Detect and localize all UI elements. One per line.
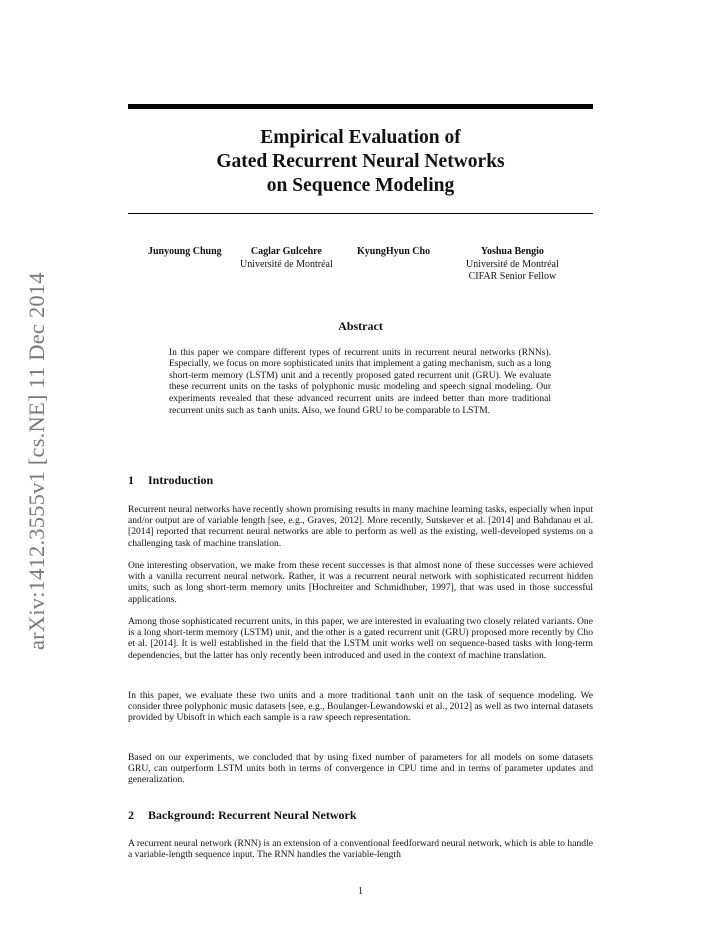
title-line: on Sequence Modeling (266, 175, 455, 196)
author (357, 246, 430, 259)
abstract-part: In this paper we compare different types of recurrent units in recurrent neural networks (RNNs). Especially, we focus on more sophisticated units that implement a gating mechanism, such as a long short-term memory (LSTM) unit and a recently proposed gated recurrent unit (GRU). We evaluate these recurrent units on the tasks of polyphonic music modeling and speech signal modeling. Our experiments revealed that these advanced recurrent units are indeed better than more traditional recurrent units such as (169, 348, 551, 417)
title-rule-bottom (128, 213, 593, 214)
paragraph: Recurrent neural networks have recently shown promising results in many machine learning tasks, especially when input and/or output are of variable length [see, e.g., Graves, 2012]. More recently, Sutskever et al. [2014] and Bahdanau et al. [2014] reported that recurrent neural networks are able to perform as well as the existing, well-developed systems on a challenging task of machine translation. (128, 504, 593, 549)
author-name: KyungHyun Cho (357, 246, 431, 257)
title-line: Gated Recurrent Neural Networks (216, 151, 505, 172)
author-affiliation: CIFAR Senior Fellow (468, 271, 557, 282)
author-name: Caglar Gulcehre (250, 246, 322, 257)
paragraph: Among those sophisticated recurrent units, in this paper, we are interested in evaluating two closely related variants. One is a long short-term memory (LSTM) unit, and the other is a gated recurrent unit (GRU) proposed more recently by Cho et al. [2014]. It is well established in the field that the LSTM unit works well on sequence-based tasks with long-term dependencies, but the latter has only recently been introduced and used in the context of machine translation. (128, 616, 593, 661)
paper-title (128, 126, 593, 198)
author (466, 246, 559, 284)
section-heading (128, 473, 213, 488)
title-rule-top (128, 104, 593, 109)
section-number: 2 (128, 808, 134, 822)
author (240, 246, 333, 271)
code-inline: tanh (394, 690, 415, 700)
title-line: Empirical Evaluation of (260, 127, 461, 148)
arxiv-identifier: arXiv:1412.3555v1 [cs.NE] 11 Dec 2014 (24, 272, 49, 650)
paragraph: Based on our experiments, we concluded that by using fixed number of parameters for all models on some datasets GRU, can outperform LSTM units both in terms of convergence in CPU time and in terms of parameter updates and generalization. (128, 752, 593, 786)
author-affiliation: Université de Montréal (466, 258, 559, 270)
author-name: Yoshua Bengio (480, 246, 544, 257)
paragraph (128, 690, 593, 724)
abstract-part: units. Also, we found GRU to be comparable to LSTM. (276, 406, 491, 417)
paragraph-part: unit on the task of sequence modeling. We consider three polyphonic music datasets [see, e.g., Boulanger-Lewandowski et al., 2012] as well as two internal datasets provided by Ubisoft in which each sample is a raw speech representation. (128, 690, 593, 724)
page-number: 1 (358, 886, 363, 897)
author-name: Junyoung Chung (148, 246, 222, 257)
abstract-heading: Abstract (338, 319, 383, 333)
paragraph: A recurrent neural network (RNN) is an extension of a conventional feedforward neural network, which is able to handle a variable-length sequence input. The RNN handles the variable-length (128, 838, 593, 861)
author-affiliation: Université de Montréal (240, 258, 333, 270)
section-heading (128, 808, 357, 823)
section-title: Background: Recurrent Neural Network (148, 808, 357, 822)
section-title: Introduction (148, 473, 214, 487)
paragraph-part: In this paper, we evaluate these two units and a more traditional (128, 690, 395, 701)
abstract-text (169, 348, 551, 417)
author (148, 246, 222, 259)
code-inline: tanh (256, 405, 277, 416)
section-number: 1 (128, 473, 134, 487)
paragraph: One interesting observation, we make from these recent successes is that almost none of these successes were achieved with a vanilla recurrent neural network. Rather, it was a recurrent neural network with sophisticated recurrent hidden units, such as long short-term memory units [Hochreiter and Schmidhuber, 1997], that was used in those successful applications. (128, 560, 593, 605)
